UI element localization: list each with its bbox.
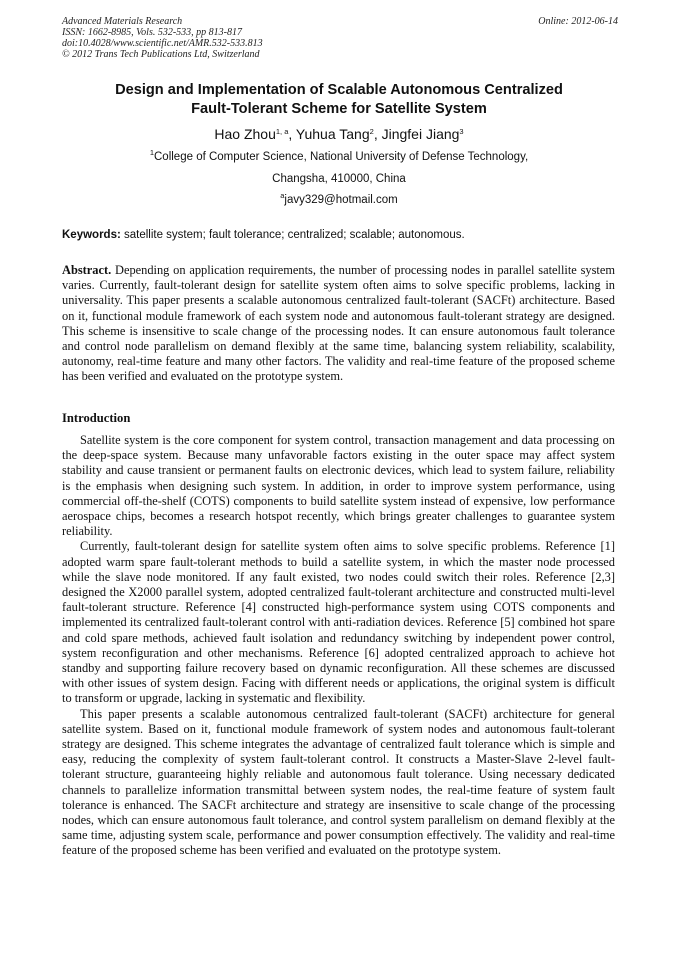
- copyright-line: © 2012 Trans Tech Publications Ltd, Switzerland: [62, 49, 260, 60]
- author-email: [62, 193, 616, 207]
- abstract: [62, 263, 615, 385]
- author-list: [62, 125, 616, 143]
- affiliation-line-2: Changsha, 410000, China: [272, 173, 406, 185]
- keywords: [62, 228, 618, 242]
- author-3-name: Jingfei Jiang: [381, 126, 460, 142]
- title-line-1: Design and Implementation of Scalable Autonomous Centralized: [115, 82, 563, 98]
- abstract-text: Depending on application requirements, the number of processing nodes in parallel satellite system varies. Currently, fault-tolerant design for satellite system often aims to solve specific problems, lacking in universality. This paper presents a scalable autonomous centralized fault-tolerant (SACFt) architecture. Based on it, functional module framework of each system node and autonomous fault-tolerant strategy are designed. This scheme is insensitive to scale change of the processing nodes. It can ensure autonomous fault tolerance and control node parallelism on demand flexibly at the same time, balancing system reliability, scalability, autonomy, real-time feature and many other factors. The validity and real-time feature of the proposed scheme has been verified and evaluated on the prototype system.: [62, 263, 615, 384]
- author-separator: ,: [288, 126, 296, 142]
- affiliation-marker: 1: [149, 148, 154, 157]
- author-2-name: Yuhua Tang: [295, 126, 370, 142]
- abstract-paragraph: [62, 263, 615, 385]
- intro-paragraph-2: Currently, fault-tolerant design for satellite system often aims to solve specific problems. Reference [1] adopted warm spare fault-tolerant methods to build a satellite system, in which the master node processed while the slave node monitored. If any fault existed, two nodes could switch their roles. Reference [2,3] designed the X2000 parallel system, adopted centralized fault-tolerant architecture and constructed multi-level fault-tolerant structure. Reference [4] constructed high-performance system using COTS components and implemented its centralized fault-tolerant control with anti-radiation devices. Reference [5] combined hot spare and cold spare methods, achieved fault isolation and redundancy switching by independent power control, system reconfiguration and other mechanisms. Reference [6] adopted centralized approach to achieve hot standby and supporting failure recovery based on dynamic reconfiguration. All these schemes are discussed with other issues of system design. Facing with different needs or applications, the original system is difficult to transform or upgrade, lacking in systematic and flexibility.: [62, 539, 615, 706]
- author-separator: ,: [373, 126, 382, 142]
- doi-line: doi:10.4028/www.scientific.net/AMR.532-533.813: [62, 38, 263, 49]
- author-1-marker: 1, a: [275, 127, 289, 136]
- keywords-text: satellite system; fault tolerance; centralized; scalable; autonomous.: [120, 229, 465, 241]
- author-2-marker: 2: [369, 127, 374, 136]
- issn-line: ISSN: 1662-8985, Vols. 532-533, pp 813-817: [62, 27, 242, 38]
- paper-title: [62, 81, 616, 119]
- abstract-label: Abstract.: [62, 263, 112, 277]
- author-3-marker: 3: [459, 127, 464, 136]
- journal-header: [62, 16, 618, 60]
- affiliation-text: College of Computer Science, National University of Defense Technology,: [154, 151, 529, 163]
- affiliation-line-1: [62, 150, 616, 164]
- journal-name: Advanced Materials Research: [62, 16, 183, 27]
- email-marker: a: [280, 191, 285, 200]
- intro-paragraph-1: Satellite system is the core component for system control, transaction management and data processing on the deep-space system. Because many unfavorable factors existing in the outer space may affect system stability and cause transient or permanent faults on electronic devices, which lead to system failure, reliability is the emphasis when designing such system. In addition, in order to improve system performance, using commercial off-the-shelf (COTS) components to build satellite system instead of expensive, low performance aerospace chips, becomes a research hotspot recently, which brings greater challenges to guarantee system reliability.: [62, 433, 615, 539]
- section-heading-introduction: Introduction: [62, 411, 131, 425]
- keywords-label: Keywords:: [62, 229, 121, 241]
- title-line-2: Fault-Tolerant Scheme for Satellite System: [191, 101, 487, 117]
- introduction-body: [62, 433, 615, 859]
- author-1-name: Hao Zhou: [214, 126, 276, 142]
- intro-paragraph-3: This paper presents a scalable autonomous centralized fault-tolerant (SACFt) architecture for general satellite system. Based on it, functional module framework of system nodes and autonomous fault-tolerant strategy are designed. This scheme integrates the advantage of centralized fault tolerance which is simple and easy, reducing the complexity of system fault-tolerant control. It constructs a Master-Slave 2-level fault-tolerant structure, guaranteeing highly reliable and autonomous fault tolerance. Using necessary dedicated channels to parallelize information transmittal between system nodes, the real-time feature of system fault tolerance is enhanced. The SACFt architecture and strategy are insensitive to scale change of the processing nodes, which can ensure autonomous fault tolerance, and control system parallelism on demand flexibly at the same time, adjusting system scale, performance and power consumption effectively. The validity and real-time feature of the proposed scheme has been verified and evaluated on the prototype system.: [62, 706, 615, 858]
- online-date: Online: 2012-06-14: [538, 16, 618, 27]
- email-address: javy329@hotmail.com: [284, 194, 398, 206]
